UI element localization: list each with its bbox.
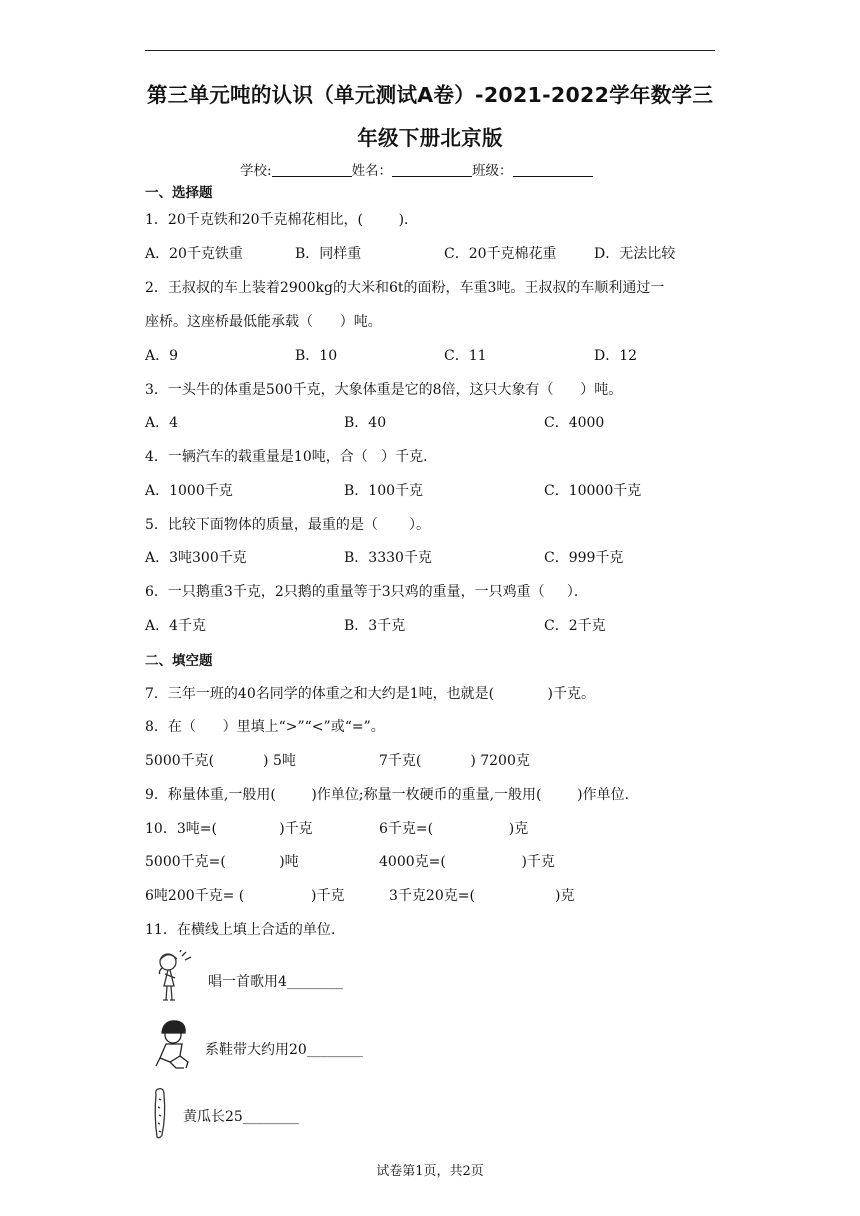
school-label: 学校: [240,163,272,179]
tying-shoes-illustration [150,1018,198,1072]
q3-option-c[interactable]: C．4000 [544,415,605,431]
page-title-line1: 第三单元吨的认识（单元测试A卷）-2021-2022学年数学三 [146,83,714,107]
student-info [240,159,593,179]
header-rule [145,50,715,51]
question-7: 7．三年一班的40名同学的体重之和大约是1吨，也就是( )千克。 [145,686,595,702]
q10-item-5: 6吨200千克= ( )千克 [145,888,345,904]
q11-item-3: 黄瓜长25________ [183,1109,299,1125]
class-blank[interactable] [513,162,593,177]
q5-option-c[interactable]: C．999千克 [544,550,624,566]
q10-item-6: 3千克20克=( )克 [389,888,575,904]
q11-item-2: 系鞋带大约用20________ [205,1042,363,1058]
section-multiple-choice: 一、选择题 [145,185,213,201]
question-1: 1．20千克铁和20千克棉花相比，( )． [145,212,419,228]
q10-item-1: 10．3吨=( )千克 [145,821,313,837]
q5-option-a[interactable]: A．3吨300千克 [145,550,247,566]
q8-item-2: 7千克( ) 7200克 [379,753,530,769]
school-blank[interactable] [272,162,352,177]
question-2-line1: 2．王叔叔的车上装着2900kg的大米和6t的面粉，车重3吨。王叔叔的车顺利通过一 [145,280,665,296]
class-label: 班级： [472,163,513,179]
q1-option-b[interactable]: B．同样重 [295,246,362,262]
q4-option-b[interactable]: B．100千克 [344,483,424,499]
question-2-line2: 座桥。这座桥最低能承载（ ）吨。 [145,314,382,330]
q2-option-a[interactable]: A．9 [145,348,179,364]
question-9: 9．称量体重,一般用( )作单位;称量一枚硬币的重量,一般用( )作单位. [145,787,630,803]
q4-option-c[interactable]: C．10000千克 [544,483,642,499]
name-label: 姓名： [351,163,393,179]
q2-option-b[interactable]: B．10 [295,348,338,364]
q2-option-c[interactable]: C．11 [444,348,487,364]
question-11: 11．在横线上填上合适的单位. [145,922,336,938]
q8-item-1: 5000千克( ) 5吨 [145,753,296,769]
page-footer: 试卷第1页，共2页 [376,1164,484,1179]
question-4: 4．一辆汽车的载重量是10吨，合（ ）千克． [145,449,438,465]
question-8: 8．在（ ）里填上“>”“<”或“=”。 [145,719,385,735]
question-3: 3．一头牛的体重是500千克，大象体重是它的8倍，这只大象有（ ）吨。 [145,382,623,398]
q5-option-b[interactable]: B．3330千克 [344,550,432,566]
singing-girl-illustration [150,950,196,1006]
section-fill-in: 二、填空题 [145,653,213,669]
cucumber-illustration [150,1085,174,1141]
q1-option-a[interactable]: A．20千克铁重 [145,246,243,262]
q6-option-b[interactable]: B．3千克 [344,618,406,634]
q3-option-b[interactable]: B．40 [344,415,387,431]
q10-item-3: 5000千克=( )吨 [145,854,299,870]
q10-item-2: 6千克=( )克 [379,821,529,837]
page-title-line2: 年级下册北京版 [357,126,503,150]
q11-item-1: 唱一首歌用4________ [208,974,343,990]
q1-option-c[interactable]: C．20千克棉花重 [444,246,557,262]
q6-option-c[interactable]: C．2千克 [544,618,606,634]
q10-item-4: 4000克=( )千克 [379,854,555,870]
q1-option-d[interactable]: D．无法比较 [594,246,676,262]
q6-option-a[interactable]: A．4千克 [145,618,207,634]
q4-option-a[interactable]: A．1000千克 [145,483,233,499]
question-6: 6．一只鹅重3千克，2只鹅的重量等于3只鸡的重量，一只鸡重（ ）． [145,584,588,600]
question-5: 5．比较下面物体的质量，最重的是（ ）。 [145,517,431,533]
name-blank[interactable] [392,162,472,177]
q2-option-d[interactable]: D．12 [594,348,638,364]
q3-option-a[interactable]: A．4 [145,415,179,431]
